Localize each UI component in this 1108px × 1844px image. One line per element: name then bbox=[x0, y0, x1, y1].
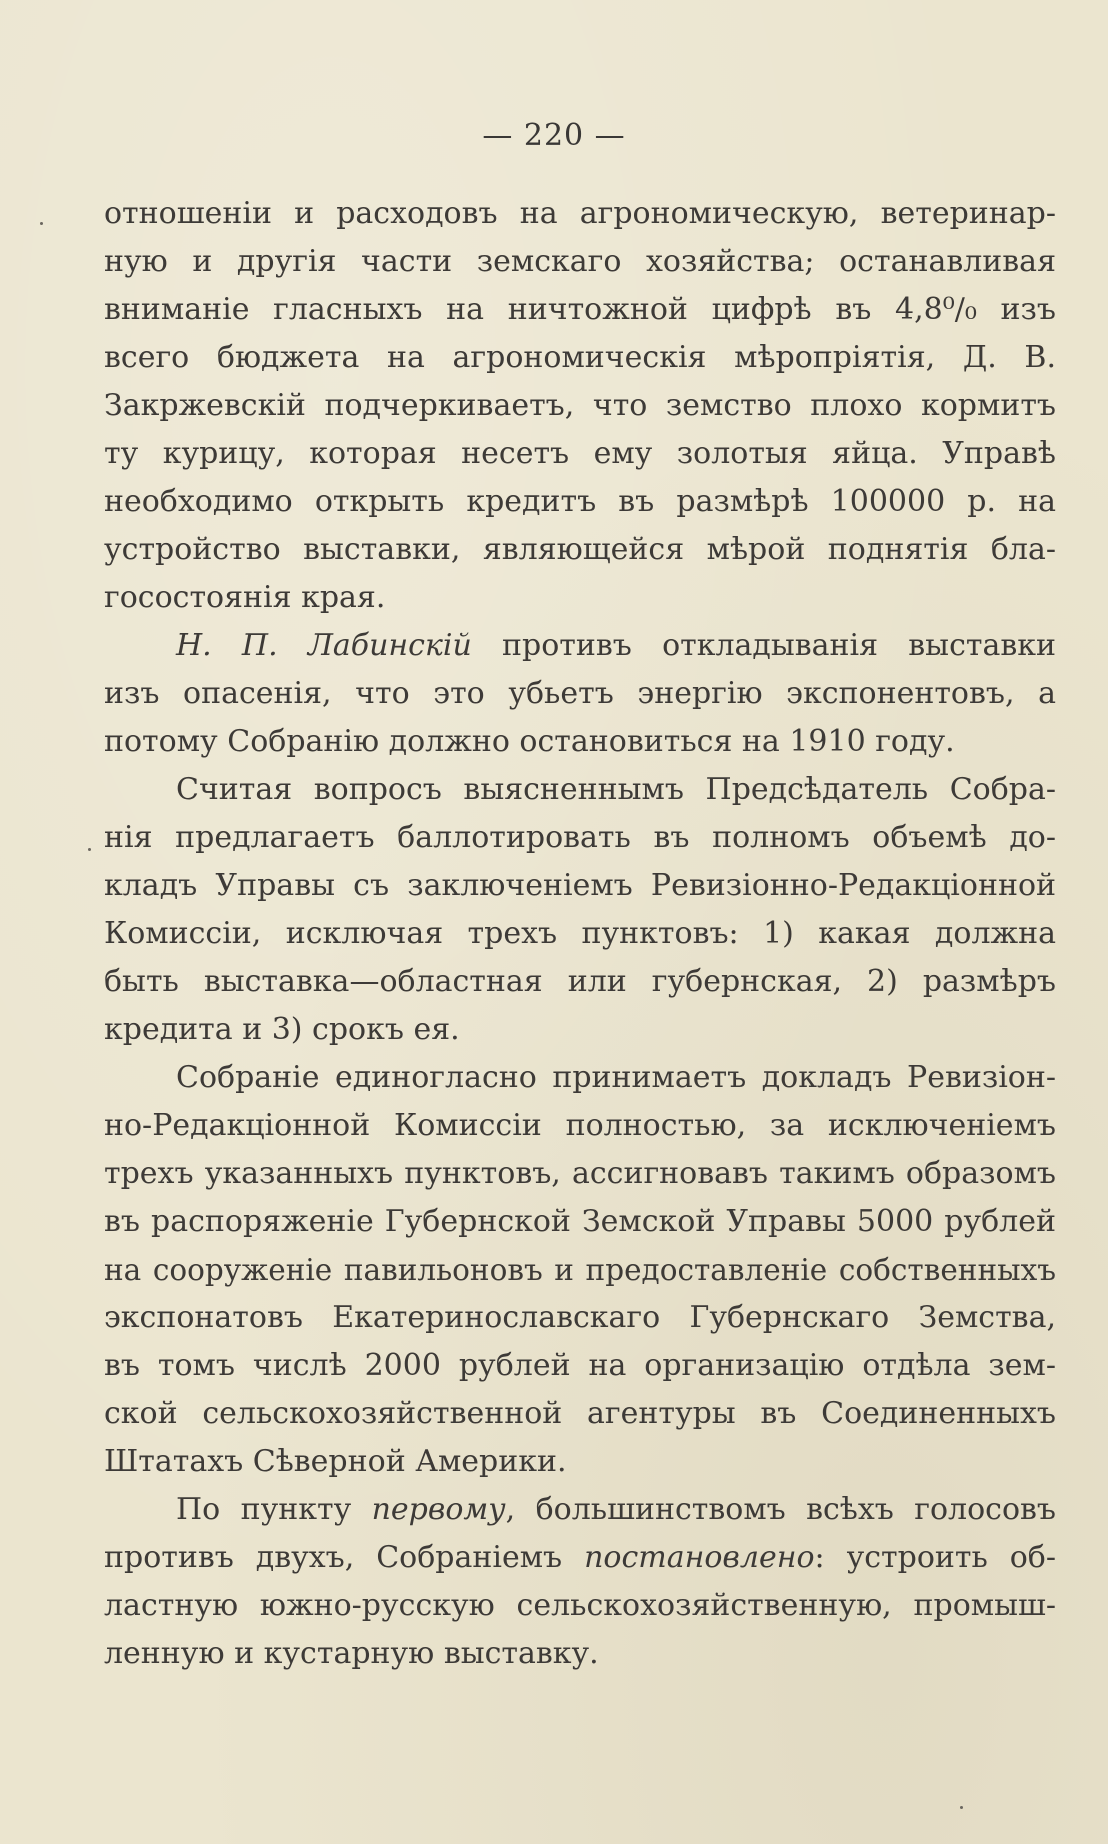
text-segment: Считая вопросъ выясненнымъ Предсѣдатель Собра- bbox=[176, 772, 1056, 807]
text-segment: противъ откладыванiя выставки bbox=[471, 628, 1056, 663]
text-segment: вниманiе гласныхъ на ничтожной цифрѣ въ 4,8⁰/₀ изъ bbox=[104, 292, 1056, 327]
text-line bbox=[104, 1198, 1056, 1246]
text-line bbox=[104, 958, 1056, 1006]
text-segment: , большинствомъ всѣхъ голосовъ bbox=[505, 1492, 1056, 1527]
text-line bbox=[104, 526, 1056, 574]
text-line bbox=[104, 1006, 1056, 1054]
text-line bbox=[104, 862, 1056, 910]
text-segment: Собранiе единогласно принимаетъ докладъ Ревизiон- bbox=[176, 1060, 1056, 1095]
text-line bbox=[104, 478, 1056, 526]
text-segment: кладъ Управы съ заключенiемъ Ревизiонно-Редакцiонной bbox=[104, 868, 1056, 903]
text-line bbox=[104, 1438, 1056, 1486]
text-line bbox=[104, 766, 1056, 814]
text-line bbox=[104, 430, 1056, 478]
ink-speck bbox=[40, 222, 43, 225]
text-segment: трехъ указанныхъ пунктовъ, ассигновавъ такимъ образомъ bbox=[104, 1156, 1056, 1191]
text-segment: кредита и 3) срокъ ея. bbox=[104, 1012, 460, 1047]
text-line bbox=[104, 382, 1056, 430]
text-segment: Комиссiи, исключая трехъ пунктовъ: 1) какая должна bbox=[104, 916, 1056, 951]
text-segment: ской сельскохозяйственной агентуры въ Соединенныхъ bbox=[104, 1396, 1056, 1431]
text-segment: потому Собранiю должно остановиться на 1910 году. bbox=[104, 724, 955, 759]
text-line bbox=[104, 1582, 1056, 1630]
text-line bbox=[104, 1294, 1056, 1342]
text-segment: на сооруженiе павильоновъ и предоставленiе собственныхъ bbox=[104, 1253, 1056, 1287]
text-line bbox=[104, 574, 1056, 622]
text-segment: изъ опасенiя, что это убьетъ энергiю экспонентовъ, а bbox=[104, 676, 1056, 711]
text-segment: въ распоряженiе Губернской Земской Управы 5000 рублей bbox=[104, 1204, 1056, 1239]
text-segment: госостоянiя края. bbox=[104, 580, 386, 615]
ink-speck bbox=[88, 848, 91, 851]
text-segment: всего бюджета на агрономическiя мѣропрiятiя, Д. В. bbox=[104, 340, 1056, 375]
italic-text: постановлено bbox=[584, 1540, 815, 1575]
text-line bbox=[104, 334, 1056, 382]
text-segment: : устроить об- bbox=[814, 1540, 1056, 1575]
text-segment: Штатахъ Сѣверной Америки. bbox=[104, 1444, 567, 1479]
text-segment: ную и другiя части земскаго хозяйства; останавливая bbox=[104, 244, 1056, 279]
text-line bbox=[104, 910, 1056, 958]
text-line bbox=[104, 1342, 1056, 1390]
text-line bbox=[104, 1534, 1056, 1582]
text-line bbox=[104, 1246, 1056, 1294]
text-segment: ленную и кустарную выставку. bbox=[104, 1636, 599, 1671]
text-segment: По пункту bbox=[176, 1492, 372, 1527]
text-line bbox=[104, 1486, 1056, 1534]
text-line bbox=[104, 190, 1056, 238]
text-line bbox=[104, 1102, 1056, 1150]
text-segment: противъ двухъ, Собранiемъ bbox=[104, 1540, 585, 1575]
italic-text: Н. П. Лабинскiй bbox=[176, 628, 472, 663]
text-line bbox=[104, 1390, 1056, 1438]
text-line bbox=[104, 286, 1056, 334]
text-segment: устройство выставки, являющейся мѣрой поднятiя бла- bbox=[104, 532, 1056, 567]
text-line bbox=[104, 718, 1056, 766]
ink-speck bbox=[960, 1806, 963, 1809]
italic-text: первому bbox=[371, 1492, 506, 1527]
text-line bbox=[104, 1150, 1056, 1198]
text-line bbox=[104, 814, 1056, 862]
text-segment: но-Редакцiонной Комиссiи полностью, за исключенiемъ bbox=[104, 1108, 1056, 1143]
text-line bbox=[104, 238, 1056, 286]
text-segment: необходимо открыть кредитъ въ размѣрѣ 100000 р. на bbox=[104, 484, 1056, 519]
text-line bbox=[104, 670, 1056, 718]
text-segment: быть выставка—областная или губернская, 2) размѣръ bbox=[104, 964, 1056, 999]
text-line bbox=[104, 1054, 1056, 1102]
text-segment: отношенiи и расходовъ на агрономическую, ветеринар- bbox=[104, 196, 1056, 231]
text-segment: ластную южно-русскую сельскохозяйственную, промыш- bbox=[104, 1588, 1056, 1623]
page-number: — 220 — bbox=[482, 118, 626, 153]
text-segment: въ томъ числѣ 2000 рублей на организацiю отдѣла зем- bbox=[104, 1348, 1056, 1383]
text-segment: Закржевскiй подчеркиваетъ, что земство плохо кормитъ bbox=[104, 388, 1056, 423]
text-segment: ту курицу, которая несетъ ему золотыя яйца. Управѣ bbox=[104, 436, 1056, 471]
text-segment: экспонатовъ Екатеринославскаго Губернскаго Земства, bbox=[104, 1300, 1056, 1335]
text-segment: нiя предлагаетъ баллотировать въ полномъ объемѣ до- bbox=[104, 820, 1056, 855]
body-text bbox=[104, 190, 1056, 1678]
text-line bbox=[104, 622, 1056, 670]
text-line bbox=[104, 1630, 1056, 1678]
